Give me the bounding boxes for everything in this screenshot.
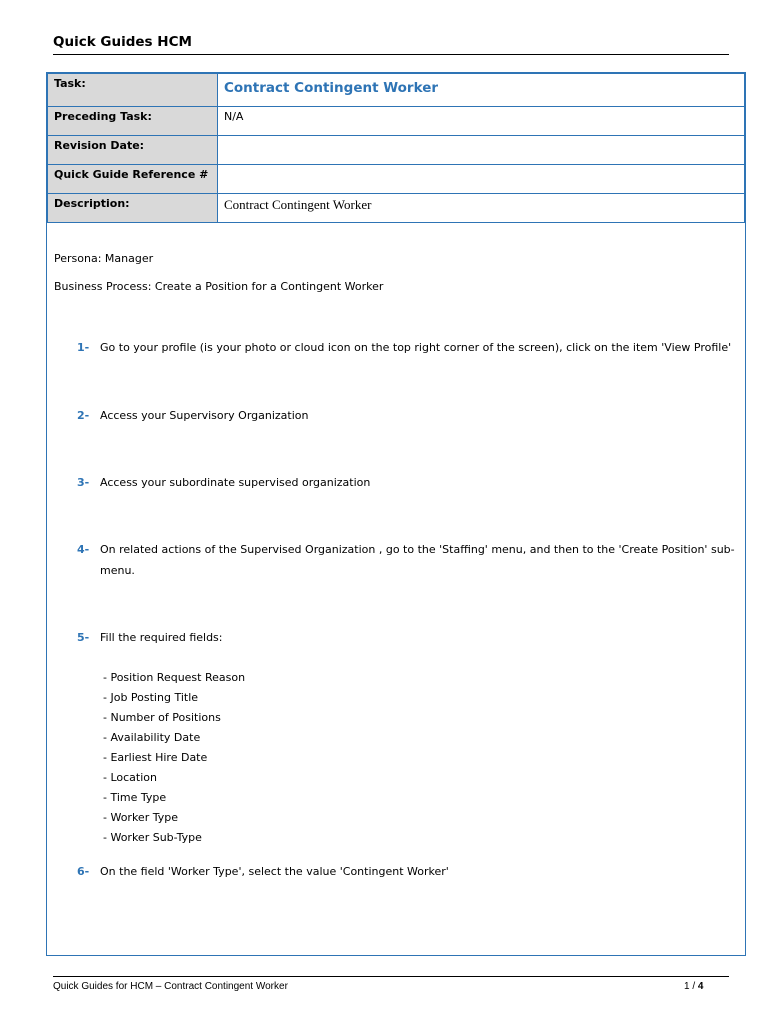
meta-value-description: Contract Contingent Worker bbox=[218, 194, 745, 223]
footer-divider bbox=[53, 976, 729, 977]
step-text: Fill the required fields: bbox=[100, 631, 223, 644]
guide-frame bbox=[46, 72, 746, 956]
list-item: - Job Posting Title bbox=[103, 691, 199, 704]
meta-label-preceding: Preceding Task: bbox=[48, 107, 218, 136]
persona-text: Persona: Manager bbox=[54, 252, 154, 265]
step-text: Access your subordinate supervised organization bbox=[100, 476, 371, 489]
step-text: On related actions of the Supervised Organization , go to the 'Staffing' menu, and then to the 'Create Position' sub-menu. bbox=[100, 543, 735, 577]
list-item: - Time Type bbox=[103, 791, 167, 804]
step-text: On the field 'Worker Type', select the value 'Contingent Worker' bbox=[100, 865, 449, 878]
step-5 bbox=[77, 627, 741, 648]
business-process-text: Business Process: Create a Position for a Contingent Worker bbox=[54, 280, 384, 293]
required-fields-list bbox=[103, 668, 245, 848]
header-title: Quick Guides HCM bbox=[53, 34, 192, 50]
page-total: 4 bbox=[697, 981, 704, 992]
step-1 bbox=[77, 337, 741, 358]
step-number: 2- bbox=[77, 409, 90, 422]
step-number: 4- bbox=[77, 543, 90, 556]
meta-table bbox=[47, 73, 745, 223]
page-separator: / bbox=[689, 981, 698, 992]
list-item: - Worker Sub-Type bbox=[103, 831, 202, 844]
list-item: - Earliest Hire Date bbox=[103, 751, 208, 764]
meta-row-preceding bbox=[48, 107, 745, 136]
step-6 bbox=[77, 861, 741, 882]
meta-value-revision bbox=[218, 136, 745, 165]
page-current: 1 bbox=[684, 981, 690, 992]
meta-label-description: Description: bbox=[48, 194, 218, 223]
list-item: - Worker Type bbox=[103, 811, 178, 824]
meta-row-description bbox=[48, 194, 745, 223]
step-number: 1- bbox=[77, 341, 90, 354]
step-text: Go to your profile (is your photo or cloud icon on the top right corner of the screen), click on the item 'View Profile' bbox=[100, 341, 732, 354]
task-title: Contract Contingent Worker bbox=[224, 80, 439, 96]
step-number: 5- bbox=[77, 631, 90, 644]
page-header bbox=[53, 34, 729, 55]
meta-label-task: Task: bbox=[48, 74, 218, 107]
step-2 bbox=[77, 405, 741, 426]
meta-row-revision bbox=[48, 136, 745, 165]
page-number bbox=[684, 981, 703, 992]
meta-label-reference: Quick Guide Reference # bbox=[48, 165, 218, 194]
list-item: - Number of Positions bbox=[103, 711, 221, 724]
step-number: 3- bbox=[77, 476, 90, 489]
meta-row-reference bbox=[48, 165, 745, 194]
list-item: - Position Request Reason bbox=[103, 671, 246, 684]
meta-label-revision: Revision Date: bbox=[48, 136, 218, 165]
step-text: Access your Supervisory Organization bbox=[100, 409, 309, 422]
step-number: 6- bbox=[77, 865, 90, 878]
list-item: - Location bbox=[103, 771, 157, 784]
meta-value-reference bbox=[218, 165, 745, 194]
meta-row-task bbox=[48, 74, 745, 107]
meta-value-task bbox=[218, 74, 745, 107]
meta-value-preceding: N/A bbox=[218, 107, 745, 136]
step-4 bbox=[77, 539, 741, 581]
footer-title: Quick Guides for HCM – Contract Contingent Worker bbox=[53, 981, 288, 992]
step-3 bbox=[77, 472, 741, 493]
list-item: - Availability Date bbox=[103, 731, 201, 744]
